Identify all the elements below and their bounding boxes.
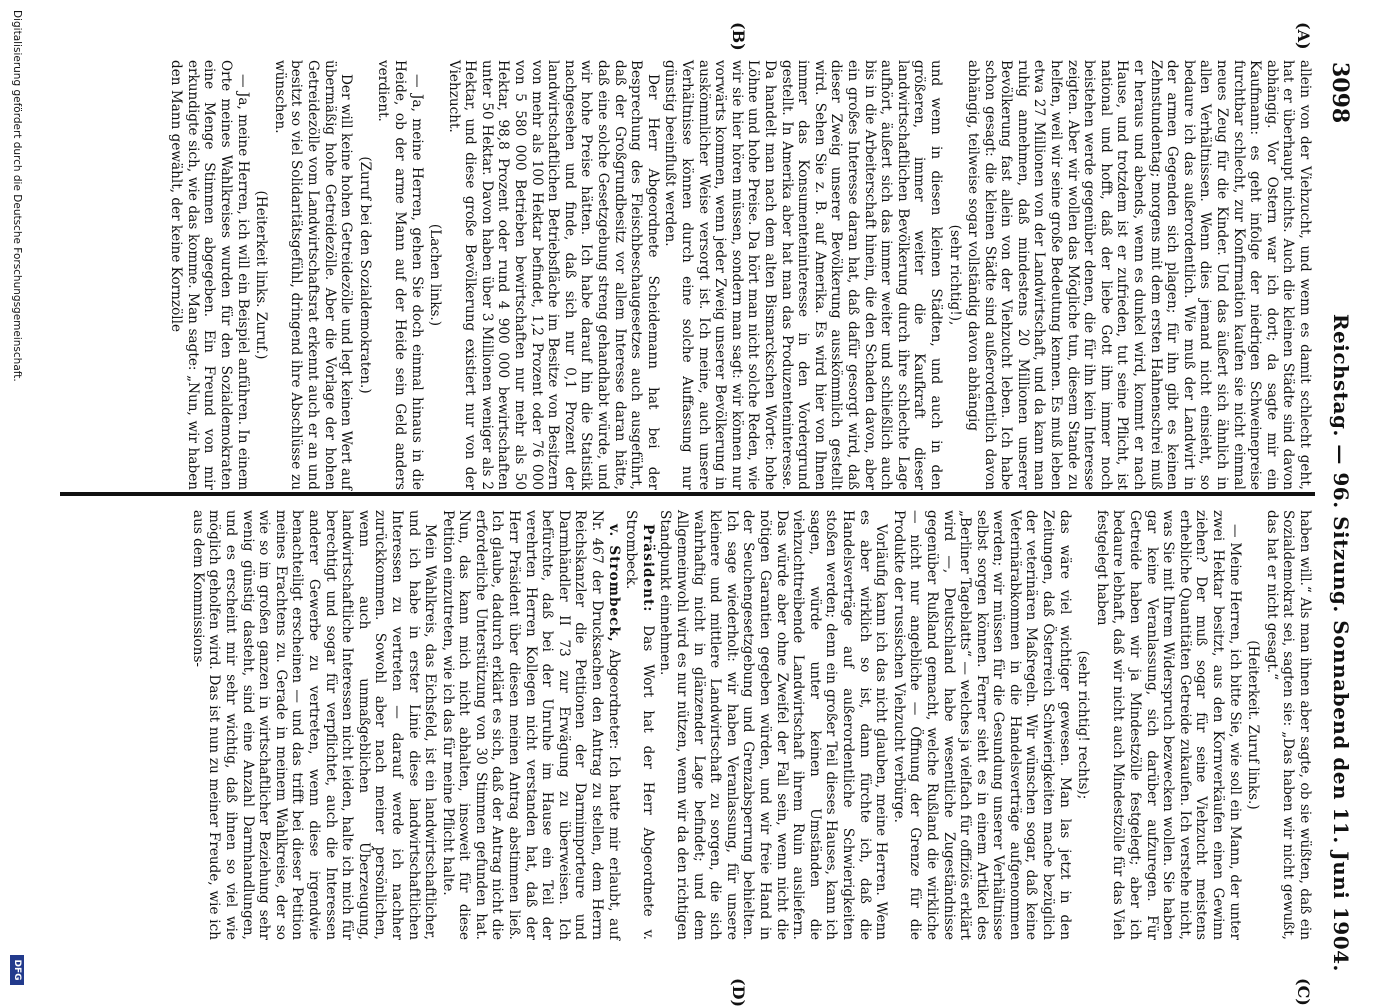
margin-mark-a: (A)	[1294, 22, 1313, 50]
interjection: (Heiterkeit. Zuruf links.)	[1245, 640, 1262, 810]
interjection: (Zuruf bei den Sozialdemokraten.)	[356, 156, 373, 394]
interjection: (Lachen links.)	[427, 223, 444, 327]
page-header	[1321, 62, 1361, 980]
page-number: 3098	[1327, 62, 1353, 124]
margin-mark-b: (B)	[729, 22, 748, 51]
right-text-column	[188, 510, 1313, 940]
text-paragraph: und wenn in diesen kleinen Städten, und auch in den größeren, immer weiter die Kaufkraft dieser landwirtschaftlichen Bevölkerung durch ihre schlechte Lage aufhört, äußert sich das immer weiter und schließlich auch bis in die Arbeiterschaft hinein, die den Schaden davon, aber ein großes Interesse daran hat, daß dafür gesorgt wird, daß dieser Zweig unserer Bevölkerung ausskömmlich gestellt wird. Sehen Sie z. B. auf Amerika. Es wird hier von Ihnen immer das Konsumenteninteresse in den Vordergrund gestellt. In Amerika aber hat man das Produzenteninteresse. Da handelt man nach dem alten Bismarckschen Worte: hohe Löhne und hohe Preise. Da hört man nicht solche Reden, wie wir sie hier hören müssen, sondern man sagt: wir können nur vorwärts kommen, wenn jeder Zweig unserer Bevölkerung in auskömmlicher Weise versorgt ist. Ich meine, auch unsere Verhältnisse können durch eine solche Auffassung nur günstig beeinflußt werden.	[662, 60, 944, 490]
text-paragraph: Vorläufig kann ich das nicht glauben, meine Herren. Wenn es aber wirklich so ist, dann fürchte ich, daß die Handelsverträge auf außerordentliche Schwierigkeiten stoßen werden; denn ein großer Teil dieses Hauses, kann ich sagen, würde unter keinen Umständen die viehzuchttreibende Landwirtschaft ihrem Ruin ausliefern. Das würde aber ohne Zweifel der Fall sein, wenn nicht die nötigen Garantien gegeben würden, und wir freie Hand in der Seuchengesetzgebung und Grenzabsperrung behielten. Ich sage wiederholt: wir haben Veranlassung, für unsere kleinere und mittlere Landwirtschaft zu sorgen, die sich wahrhaftig nicht in glänzender Lage befindet; und dem Allgemeinwohl wird es nur nützen, wenn wir da den richtigen Standpunkt einnehmen.	[657, 510, 890, 940]
dfg-logo: DFG	[10, 955, 24, 985]
text-paragraph: — Meine Herren, ich bitte Sie, wie soll ein Mann, der unter zwei Hektar besitzt, aus den Kornverkäufen einen Gewinn ziehen? Der muß sogar für seine Viehzucht meistens erhebliche Quantitäten Getreide zukaufen. Ich verstehe nicht, was Sie mit Ihrem Widerspruch bezwecken wollen. Sie haben gar keine Veranlassung, sich darüber aufzuregen. Für Getreide haben wir ja Mindestzölle festgelegt; aber ich bedaure lebhaft, daß wir nicht auch Mindestzölle für das Vieh festgelegt haben	[1093, 510, 1243, 940]
text-paragraph: allein von der Viehzucht, und wenn es damit schlecht geht, hat er überhaupt nichts. Auch die kleinen Städte sind davon abhängig. Vor Ostern war ich dort; da sagte mir ein Kaufmann: es geht infolge der niedrigen Schweinepreise furchtbar schlecht, zur Konfirmation kaufen sie nicht einmal neues Zeug für die Kinder. Und das äußert sich ähnlich in allen Verhältnissen. Wenn dies jemand nicht einsieht, so bedaure ich das außerordentlich. Wie muß der Landwirt in der armen Gegenden sich plagen; für ihn gibt es keinen Zehnstundentag; morgens mit dem ersten Hahnenschrei muß er heraus und abends, wenn es dunkel wird, kommt er nach Hause, und trotzdem ist er zufrieden, tut seine Pflicht, ist national und hofft, daß der liebe Gott ihm immer noch beistehen werde gegenüber denen, die für ihn kein Interesse zeigten. Aber wir wollen das Mögliche tun, diesem Stande zu helfen, weil wir seine große Bedeutung kennen. Es muß leben etwa 27 Millionen von der Landwirtschaft, und da kann man ruhig annehmen, daß mindestens 20 Millionen unserer Bevölkerung fast allein von der Viehzucht leben. Ich habe schon gesagt: die kleinen Städte sind außerordentlich davon abhängig, teilweise sogar vollständig davon abhängig	[965, 60, 1313, 490]
page-footer	[3, 0, 27, 1000]
text-paragraph: — Ja, meine Herren, ich will ein Beispiel anführen. In einem Orte meines Wahlkreises wurden für den Sozialdemokraten eine Menge Stimmen abgegeben. Ein Freund von mir erkundigte sich, wie das komme. Man sagte: „Nun, wir haben den Mann gewählt, der keine Kornzölle	[168, 60, 251, 490]
margin-mark-c: (C)	[1294, 978, 1313, 1006]
left-text-column	[167, 60, 1313, 490]
text-paragraph: Mein Wahlkreis, das Eichsfeld, ist ein landwirtschaftlicher, und ich habe in erster Linie diese landwirtschaftlichen Interessen zu vertreten — darauf werde ich nachher zurückkommen. Sowohl aber nach meiner persönlichen, wenn auch unmaßgeblichen Überzeugung, landwirtschaftliche Interessen nicht leiden, halte ich mich für berechtigt und sogar für verpflichtet, auch die Interessen anderer Gewerbe zu vertreten, wenn diese irgendwie benachteiligt erscheinen — und das trifft bei dieser Petition meines Erachtens zu. Gerade in meinem Wahlkreise, der so wie so im großen ganzen in wirtschaftlicher Beziehung sehr wenig günstig dasteht, sind eine Anzahl Darmhandlungen, und es erscheint mir sehr wichtig, daß ihnen so viel wie möglich geholfen wird. Das ist nun zu meiner Freude, wie ich aus dem Kommissions-	[189, 510, 439, 940]
text-paragraph: Der Herr Abgeordnete Scheidemann hat bei der Besprechung des Fleischbeschaugesetzes auch ausgeführt, daß der Großgrundbesitz vor allem Interesse daran hätte, daß eine solche Gesetzgebung streng gehandhabt würde, und wir hohe Preise hätten. Ich habe darauf hin die Statistik nachgesehen und finde, daß sich nur 0,1 Prozent der landwirtschaftlichen Betriebsfläche im Besitze von Besitzern von mehr als 100 Hektar befindet, 1,2 Prozent oder 76 000 von 5 580 000 Betrieben bewirtschaften nur mehr als 50 Hektar, 98,8 Prozent oder rund 4 900 000 bewirtschaften unter 50 Hektar. Davon haben über 3 Millionen weniger als 2 Hektar, und diese große Bevölkerung existiert nur von der Viehzucht.	[445, 60, 661, 490]
margin-mark-d: (D)	[729, 978, 748, 1007]
speaker-paragraph	[439, 510, 622, 940]
page-title: Reichstag. — 96. Sitzung. Sonnabend den 11. Juni 1904.	[1329, 313, 1353, 972]
interjection: (Heiterkeit links. Zuruf.)	[253, 190, 270, 360]
digitization-credit: Digitalisierung gefördert durch die Deutsche Forschungsgemeinschaft.	[11, 10, 23, 382]
speaker-paragraph	[623, 510, 656, 940]
column-divider	[60, 492, 1315, 496]
text-paragraph: das wäre viel wichtiger gewesen. Man las jetzt in den Zeitungen, daß Österreich Schwierigkeiten mache bezüglich der veterinären Maßregeln. Wir wünschen sogar, daß keine Veterinärabkommen in die Handelsverträge aufgenommen werden; wir müssen für die Gesundung unserer Verhältnisse selbst sorgen können. Ferner sieht es in einem Artikel des „Berliner Tageblatts“ — welches ja vielfach für offiziös erklärt wird —, Deutschland habe wesentliche Zugeständnisse gegenüber Rußland gemacht, welche Rußland die wirkliche — nicht nur angebliche — Öffnung der Grenze für die Produkte der russischen Viehzucht verbürge.	[890, 510, 1073, 940]
interjection: (sehr richtig! rechts);	[1075, 650, 1092, 800]
text-paragraph: — Ja, meine Herren, gehen Sie doch einmal hinaus in die Heide, ob der arme Mann auf der Heide sein Geld anders verdient.	[375, 60, 425, 490]
speech-text: Abgeordneter: Ich hatte mir erlaubt, auf Nr. 467 der Drucksachen den Antrag zu stellen, dem Herrn Reichskanzler die Petitionen der Darmimporteure und Darmhändler II 73 zur Erwägung zu überweisen. Ich befürchte, daß bei der Unruhe im Hause ein Teil der verehrten Herren Kollegen nicht verstanden hat, daß der Herr Präsident über diesen meinen Antrag abstimmen ließ. Ich glaube, dadurch erklärt es sich, daß der Antrag nicht die erforderliche Unterstützung von 30 Stimmen gefunden hat. Nun, das kann mich nicht abhalten, insoweit für diese Petition einzutreten, wie ich das für meine Pflicht halte.	[439, 510, 622, 940]
interjection: (sehr richtig!),	[946, 224, 963, 326]
speaker-name: Präsident:	[639, 524, 656, 613]
text-paragraph: haben will.“ Als man ihnen aber sagte, ob sie wüßten, daß ein Sozialdemokrat sei, sagten sie: „Das haben wir nicht gewußt, das hat er nicht gesagt.“	[1263, 510, 1313, 940]
speaker-name: v. Strombeck,	[605, 524, 622, 643]
speech-text: Das Wort hat der Herr Abgeordnete v. Strombeck.	[623, 510, 656, 940]
text-paragraph: Der will keine hohen Getreidezölle und legt keinen Wert auf übermäßig hohe Getreidezölle. Aber die Vorlage der hohen Getreidezölle vom Landwirtschaftsrat erkennt auch er an und besitzt so viel Solidaritätsgefühl, dringend ihre Abschlüsse zu wünschen.	[271, 60, 355, 490]
